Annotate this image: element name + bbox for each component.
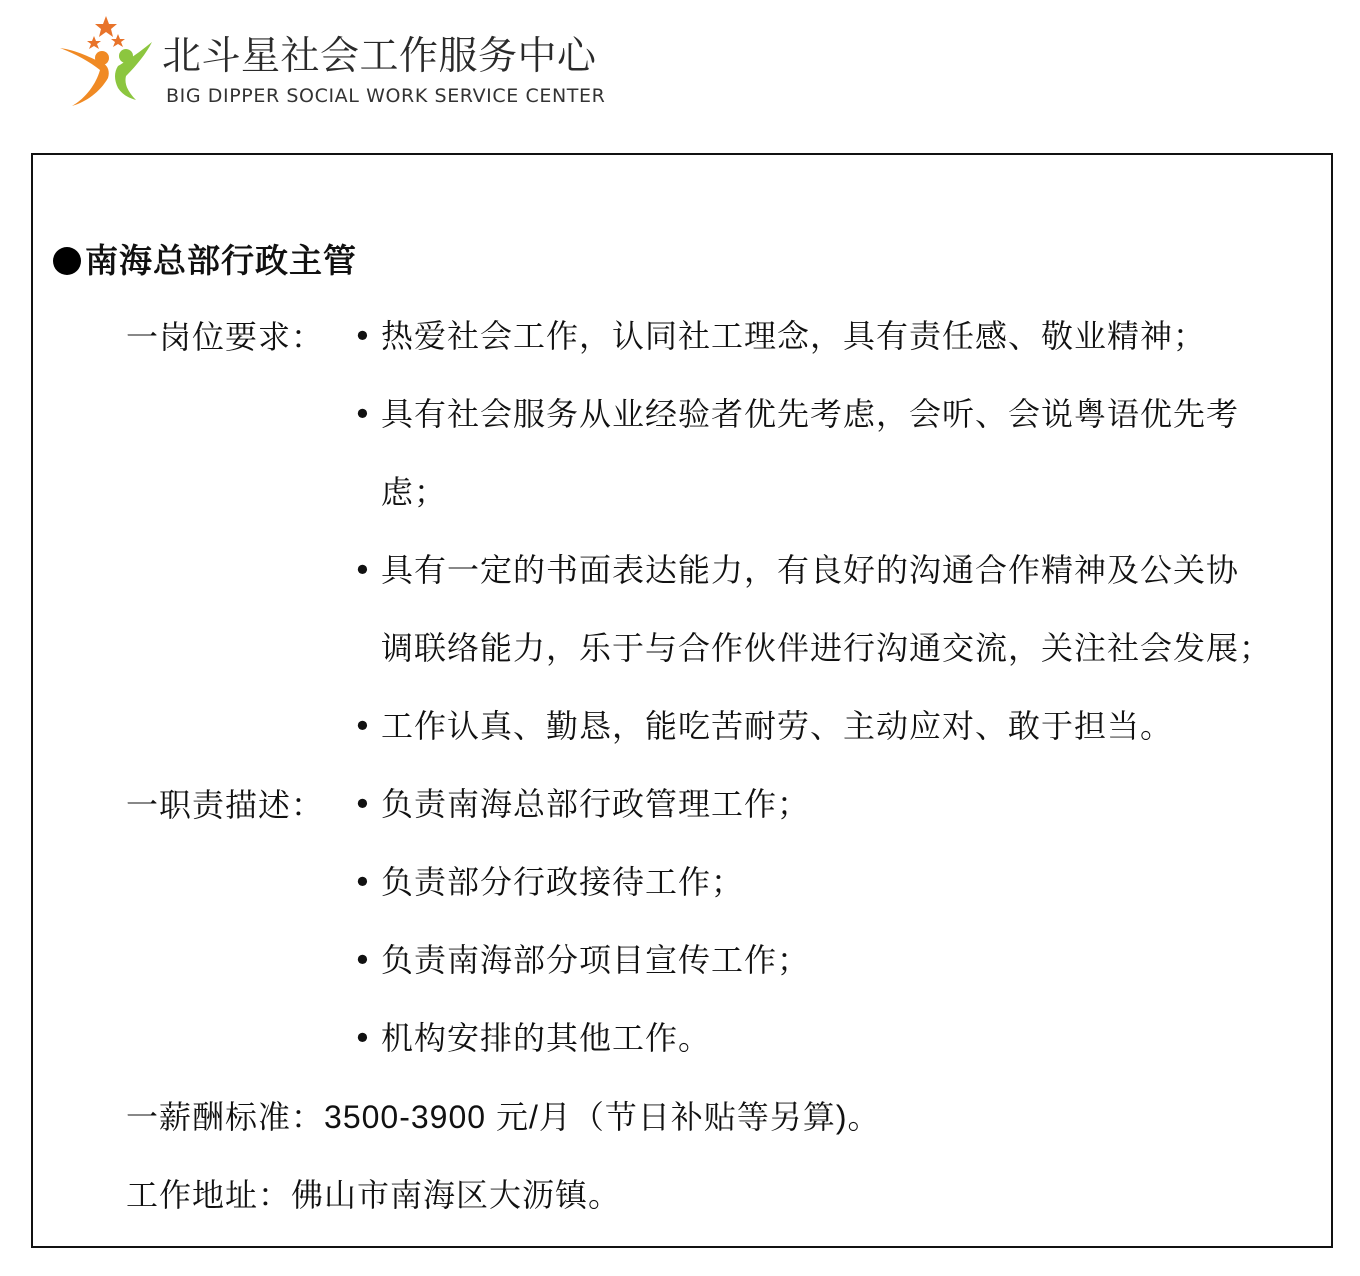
address-row bbox=[126, 1173, 621, 1217]
requirement-item bbox=[351, 687, 1321, 765]
duty-text: 负责南海总部行政管理工作； bbox=[381, 785, 811, 823]
duty-text: 机构安排的其他工作。 bbox=[381, 1019, 712, 1057]
salary-label: 一薪酬标准： bbox=[126, 1098, 325, 1136]
bullet-icon: • bbox=[353, 707, 373, 745]
duty-item bbox=[351, 921, 1321, 999]
address-label: 工作地址： bbox=[126, 1176, 292, 1214]
requirement-text-continued: 调联络能力，乐于与合作伙伴进行沟通交流，关注社会发展； bbox=[381, 629, 1273, 667]
salary-value: 3500-3900 元/月（节日补贴等另算)。 bbox=[324, 1099, 881, 1135]
requirement-text-continued: 虑； bbox=[381, 473, 448, 511]
job-title-row bbox=[53, 239, 357, 283]
duties-label: 一职责描述： bbox=[126, 786, 325, 824]
org-name-en: BIG DIPPER SOCIAL WORK SERVICE CENTER bbox=[166, 85, 606, 107]
duty-text: 负责南海部分项目宣传工作； bbox=[381, 941, 811, 979]
bullet-icon: • bbox=[353, 941, 373, 979]
requirement-text: 热爱社会工作，认同社工理念，具有责任感、敬业精神； bbox=[381, 317, 1207, 355]
salary-row bbox=[126, 1095, 881, 1139]
duty-item bbox=[351, 999, 1321, 1077]
bullet-icon: • bbox=[353, 551, 373, 589]
requirement-item bbox=[351, 375, 1321, 531]
requirements-label: 一岗位要求： bbox=[126, 318, 325, 356]
org-name-cn: 北斗星社会工作服务中心 bbox=[162, 34, 597, 79]
requirement-text: 具有社会服务从业经验者优先考虑，会听、会说粤语优先考 bbox=[381, 395, 1240, 433]
job-posting-box bbox=[31, 153, 1333, 1248]
bullet-icon: • bbox=[353, 317, 373, 355]
duty-text: 负责部分行政接待工作； bbox=[381, 863, 745, 901]
requirement-text: 具有一定的书面表达能力，有良好的沟通合作精神及公关协 bbox=[381, 551, 1240, 589]
requirement-text: 工作认真、勤恳，能吃苦耐劳、主动应对、敢于担当。 bbox=[381, 707, 1174, 745]
bullet-icon: • bbox=[353, 863, 373, 901]
org-header bbox=[56, 14, 656, 114]
big-dipper-logo-icon bbox=[56, 14, 156, 110]
job-title: 南海总部行政主管 bbox=[85, 241, 357, 280]
address-value: 佛山市南海区大沥镇。 bbox=[291, 1176, 622, 1214]
duty-item bbox=[351, 765, 1321, 843]
bullet-icon: • bbox=[353, 785, 373, 823]
title-bullet-icon bbox=[53, 247, 81, 275]
bullet-icon: • bbox=[353, 1019, 373, 1057]
requirement-item bbox=[351, 531, 1321, 687]
bullet-icon: • bbox=[353, 395, 373, 433]
requirement-item bbox=[351, 297, 1321, 375]
duty-item bbox=[351, 843, 1321, 921]
